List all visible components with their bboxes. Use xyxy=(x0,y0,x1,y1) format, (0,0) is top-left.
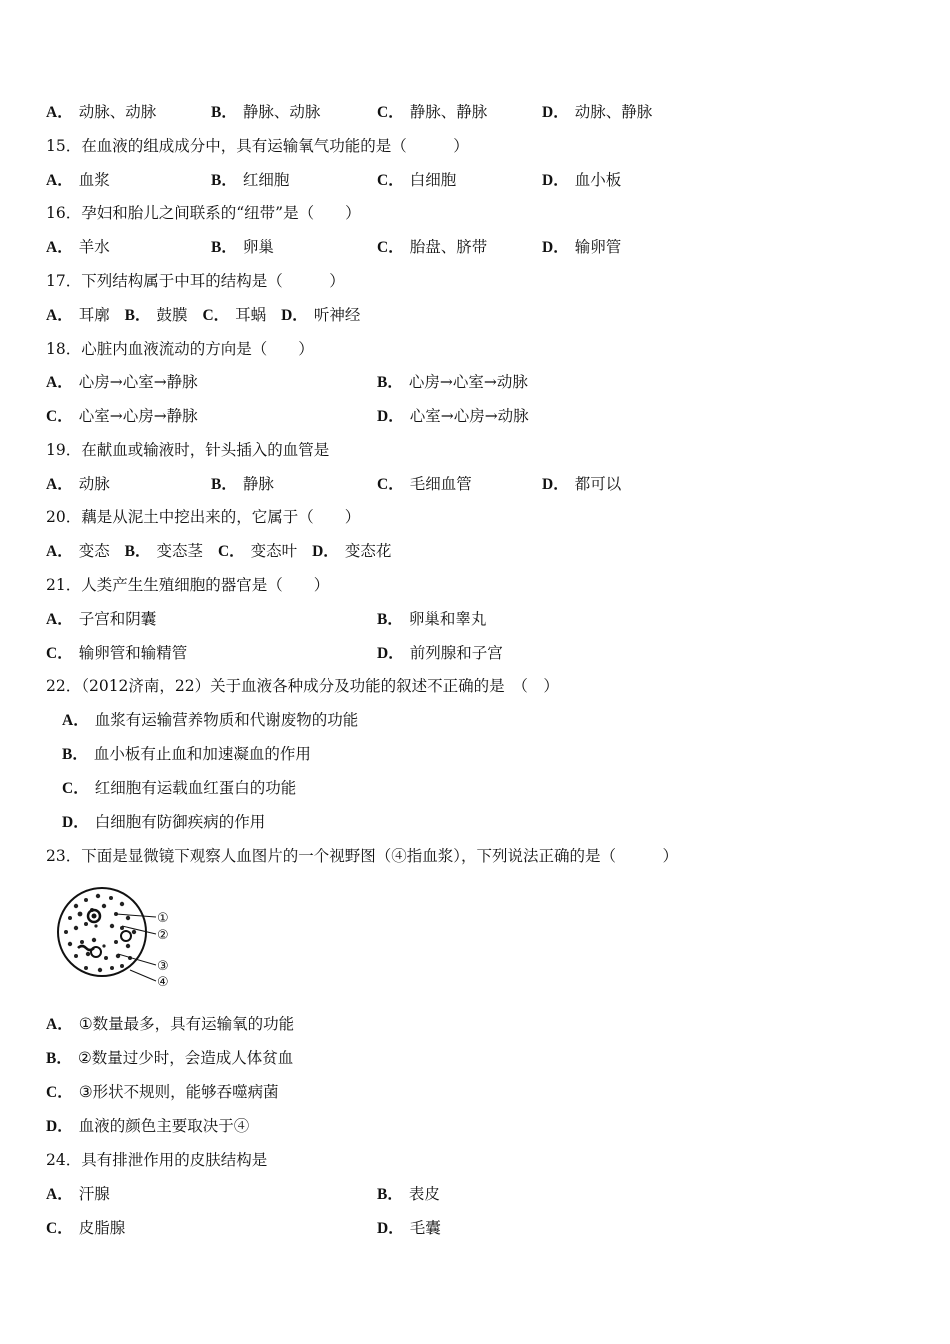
q16-option-d: D． 输卵管 xyxy=(542,238,622,256)
figure-label-3: ③ xyxy=(157,959,169,974)
q20-option-a: A． 变态 xyxy=(46,542,110,560)
q23-option-b: B． ②数量过少时，会造成人体贫血 xyxy=(46,1049,294,1067)
q20-options-row xyxy=(46,539,401,563)
q19-option-d: D． 都可以 xyxy=(542,475,622,493)
q24-option-b: B． 表皮 xyxy=(377,1185,440,1203)
q21-option-a: A． 子宫和阴囊 xyxy=(46,610,157,628)
q14-option-d: D． 动脉、静脉 xyxy=(542,103,653,121)
q19-option-a: A． 动脉 xyxy=(46,475,110,493)
figure-label-2: ② xyxy=(157,928,169,943)
q16-option-a: A． 羊水 xyxy=(46,238,110,256)
q21-option-c: C． 输卵管和输精管 xyxy=(46,644,188,662)
q18-option-a: A． 心房→心室→静脉 xyxy=(46,373,198,391)
q17-option-a: A． 耳廓 xyxy=(46,306,110,324)
q22-option-a: A． 血浆有运输营养物质和代谢废物的功能 xyxy=(62,711,359,729)
q18-option-d: D． 心室→心房→动脉 xyxy=(377,407,529,425)
q17-stem: 17．下列结构属于中耳的结构是（ ） xyxy=(46,272,345,290)
q17-option-b: B． 鼓膜 xyxy=(124,306,188,324)
q22-option-c: C． 红细胞有运载血红蛋白的功能 xyxy=(62,779,297,797)
q15-stem: 15．在血液的组成成分中，具有运输氧气功能的是（ ） xyxy=(46,137,469,155)
q22-option-b: B． 血小板有止血和加速凝血的作用 xyxy=(62,745,311,763)
figure-label-4: ④ xyxy=(157,975,169,990)
q19-stem: 19．在献血或输液时，针头插入的血管是 xyxy=(46,441,330,459)
q16-option-c: C． 胎盘、脐带 xyxy=(377,238,488,256)
q15-option-a: A． 血浆 xyxy=(46,171,110,189)
q22-option-d: D． 白细胞有防御疾病的作用 xyxy=(62,813,266,831)
q23-option-a: A． ①数量最多，具有运输氧的功能 xyxy=(46,1015,295,1033)
q14-option-b: B． 静脉、动脉 xyxy=(211,103,321,121)
q20-option-b: B． 变态茎 xyxy=(124,542,204,560)
q16-stem: 16．孕妇和胎儿之间联系的“纽带”是（ ） xyxy=(46,204,361,222)
q19-option-b: B． 静脉 xyxy=(211,475,274,493)
figure-label-1: ① xyxy=(157,911,169,926)
q21-option-b: B． 卵巢和睾丸 xyxy=(377,610,487,628)
q18-stem: 18．心脏内血液流动的方向是（ ） xyxy=(46,340,314,358)
q24-option-c: C． 皮脂腺 xyxy=(46,1219,126,1237)
q22-stem: 22．（2012济南，22）关于血液各种成分及功能的叙述不正确的是 （ ） xyxy=(46,677,559,695)
blood-smear-figure xyxy=(56,884,186,994)
q17-option-c: C． 耳蜗 xyxy=(202,306,267,324)
q24-option-d: D． 毛囊 xyxy=(377,1219,441,1237)
q16-option-b: B． 卵巢 xyxy=(211,238,274,256)
q23-option-c: C． ③形状不规则，能够吞噬病菌 xyxy=(46,1083,279,1101)
q19-option-c: C． 毛细血管 xyxy=(377,475,472,493)
q24-option-a: A． 汗腺 xyxy=(46,1185,110,1203)
q23-option-d: D． 血液的颜色主要取决于④ xyxy=(46,1117,250,1135)
q17-options-row xyxy=(46,303,370,327)
q18-option-b: B． 心房→心室→动脉 xyxy=(377,373,528,391)
q21-stem: 21．人类产生生殖细胞的器官是（ ） xyxy=(46,576,330,594)
q20-stem: 20．藕是从泥土中挖出来的，它属于（ ） xyxy=(46,508,361,526)
q23-stem: 23．下面是显微镜下观察人血图片的一个视野图（④指血浆），下列说法正确的是（ ） xyxy=(46,847,678,865)
q18-option-c: C． 心室→心房→静脉 xyxy=(46,407,198,425)
q20-option-d: D． 变态花 xyxy=(312,542,392,560)
q15-option-c: C． 白细胞 xyxy=(377,171,457,189)
q15-option-b: B． 红细胞 xyxy=(211,171,290,189)
q21-option-d: D． 前列腺和子宫 xyxy=(377,644,503,662)
q24-stem: 24．具有排泄作用的皮肤结构是 xyxy=(46,1151,268,1169)
q17-option-d: D． 听神经 xyxy=(281,306,361,324)
q14-option-a: A． 动脉、动脉 xyxy=(46,103,157,121)
q20-option-c: C． 变态叶 xyxy=(217,542,298,560)
q14-option-c: C． 静脉、静脉 xyxy=(377,103,488,121)
q15-option-d: D． 血小板 xyxy=(542,171,622,189)
